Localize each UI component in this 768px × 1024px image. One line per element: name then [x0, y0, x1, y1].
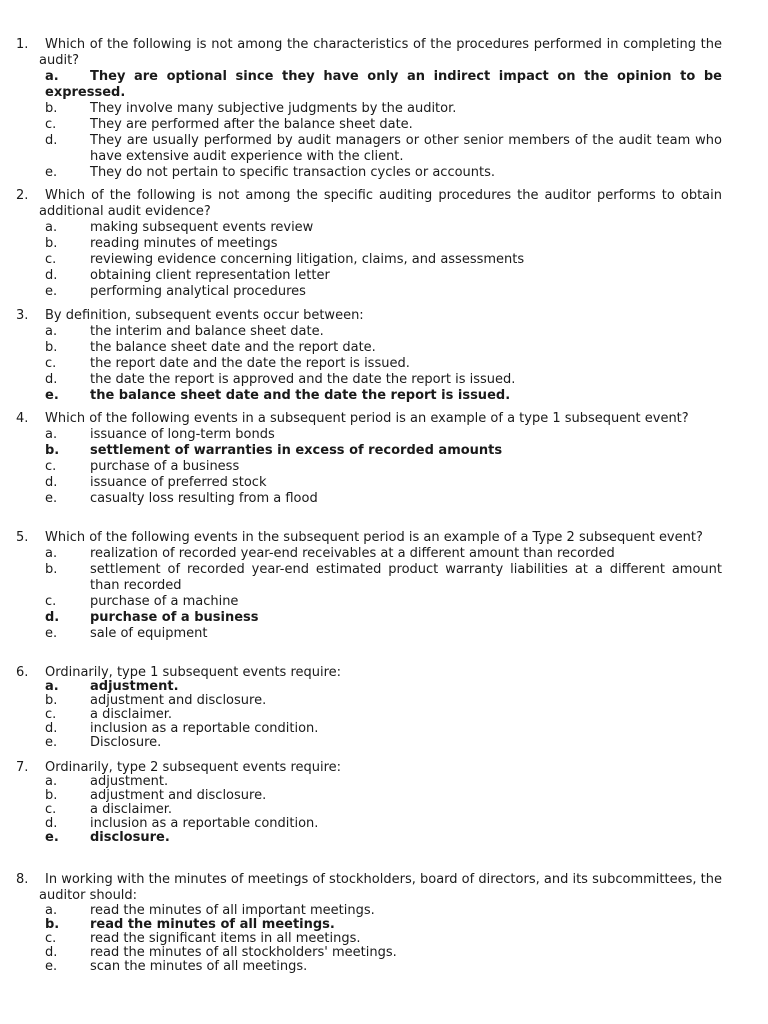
- question-3: [0, 308, 768, 404]
- option-a: [0, 546, 768, 562]
- option-text: read the minutes of all important meetings.: [90, 903, 375, 918]
- option-text: They do not pertain to specific transaction cycles or accounts.: [90, 165, 496, 180]
- option-text: issuance of preferred stock: [90, 475, 267, 490]
- option-c: [0, 459, 768, 475]
- option-text: purchase of a business: [90, 610, 259, 625]
- option-text: obtaining client representation letter: [90, 268, 330, 283]
- question-stem: [0, 411, 768, 427]
- option-c: [0, 252, 768, 268]
- option-a: [0, 680, 768, 694]
- option-d: [0, 372, 768, 388]
- option-text: the report date and the date the report is issued.: [90, 356, 410, 371]
- option-letter: b.: [45, 236, 58, 251]
- option-text: sale of equipment: [90, 626, 208, 641]
- question-stem: [0, 530, 768, 546]
- question-text: Ordinarily, type 2 subsequent events require:: [45, 760, 342, 775]
- option-letter: c.: [45, 931, 57, 946]
- option-text: adjustment and disclosure.: [90, 693, 267, 708]
- question-2: [0, 188, 768, 300]
- question-stem: [0, 872, 768, 904]
- question-number: 1.: [16, 37, 29, 52]
- option-text: They are performed after the balance sheet date.: [90, 117, 413, 132]
- option-text: purchase of a machine: [90, 594, 239, 609]
- option-letter: b.: [45, 693, 58, 708]
- option-letter: a.: [45, 220, 58, 235]
- option-text: read the significant items in all meetings.: [90, 931, 361, 946]
- option-e: [0, 388, 768, 404]
- option-letter: d.: [45, 610, 60, 625]
- option-text: disclosure.: [90, 830, 170, 845]
- question-number: 7.: [16, 760, 29, 775]
- question-text: Which of the following events in a subsequent period is an example of a type 1 subsequent event?: [45, 411, 689, 426]
- question-stem: [0, 37, 768, 69]
- option-d: [0, 722, 768, 736]
- option-letter: a.: [45, 679, 59, 694]
- option-letter: c.: [45, 802, 57, 817]
- question-text: Which of the following events in the subsequent period is an example of a Type 2 subsequent event?: [45, 530, 703, 545]
- option-letter: c.: [45, 459, 57, 474]
- question-stem: [0, 666, 768, 680]
- option-letter: c.: [45, 707, 57, 722]
- option-text: making subsequent events review: [90, 220, 314, 235]
- option-letter: c.: [45, 356, 57, 371]
- question-number: 6.: [16, 665, 29, 680]
- option-letter: e.: [45, 735, 58, 750]
- option-d: [0, 268, 768, 284]
- option-b: [0, 562, 768, 594]
- option-text: read the minutes of all meetings.: [90, 917, 335, 932]
- option-text: settlement of recorded year-end estimated product warranty liabilities at a different amount than recorded: [90, 562, 722, 593]
- option-text: read the minutes of all stockholders' meetings.: [90, 945, 397, 960]
- option-e: [0, 165, 768, 181]
- option-b: [0, 236, 768, 252]
- option-e: [0, 736, 768, 750]
- option-a: [0, 904, 768, 918]
- option-text: inclusion as a reportable condition.: [90, 721, 319, 736]
- option-letter: c.: [45, 252, 57, 267]
- option-b: [0, 789, 768, 803]
- question-number: 2.: [16, 188, 29, 203]
- option-b: [0, 101, 768, 117]
- question-text: By definition, subsequent events occur between:: [45, 308, 364, 323]
- option-letter: d.: [45, 475, 58, 490]
- option-d: [0, 133, 768, 165]
- option-d: [0, 946, 768, 960]
- option-letter: b.: [45, 340, 58, 355]
- option-c: [0, 803, 768, 817]
- option-text: the balance sheet date and the date the report is issued.: [90, 388, 511, 403]
- question-stem: [0, 761, 768, 775]
- question-number: 8.: [16, 872, 29, 887]
- option-letter: a.: [45, 546, 58, 561]
- option-letter: e.: [45, 626, 58, 641]
- question-text: Which of the following is not among the specific auditing procedures the auditor performs to obtain additional audit evidence?: [39, 188, 722, 219]
- option-e: [0, 626, 768, 642]
- option-letter: e.: [45, 388, 59, 403]
- option-text: inclusion as a reportable condition.: [90, 816, 319, 831]
- option-letter: d.: [45, 133, 58, 148]
- question-4: [0, 411, 768, 507]
- option-letter: e.: [45, 284, 58, 299]
- question-5: [0, 530, 768, 642]
- option-letter: d.: [45, 721, 58, 736]
- option-text: They are optional since they have only an indirect impact on the opinion to be expressed.: [45, 69, 722, 100]
- option-text: purchase of a business: [90, 459, 240, 474]
- option-e: [0, 491, 768, 507]
- option-e: [0, 831, 768, 845]
- option-letter: a.: [45, 774, 58, 789]
- option-text: a disclaimer.: [90, 802, 173, 817]
- option-c: [0, 356, 768, 372]
- option-a: [0, 324, 768, 340]
- option-letter: a.: [45, 324, 58, 339]
- question-stem: [0, 308, 768, 324]
- option-e: [0, 960, 768, 974]
- option-a: [0, 775, 768, 789]
- option-b: [0, 443, 768, 459]
- option-d: [0, 475, 768, 491]
- option-e: [0, 284, 768, 300]
- question-1: [0, 37, 768, 181]
- option-b: [0, 918, 768, 932]
- option-text: issuance of long-term bonds: [90, 427, 275, 442]
- question-number: 5.: [16, 530, 29, 545]
- option-letter: e.: [45, 959, 58, 974]
- option-letter: e.: [45, 165, 58, 180]
- option-letter: b.: [45, 443, 60, 458]
- option-letter: b.: [45, 562, 58, 577]
- option-letter: d.: [45, 372, 58, 387]
- question-text: Which of the following is not among the characteristics of the procedures performed in completing the audit?: [39, 37, 722, 68]
- option-letter: e.: [45, 830, 59, 845]
- question-number: 3.: [16, 308, 29, 323]
- option-b: [0, 340, 768, 356]
- option-text: scan the minutes of all meetings.: [90, 959, 308, 974]
- option-c: [0, 708, 768, 722]
- question-number: 4.: [16, 411, 29, 426]
- option-letter: c.: [45, 117, 57, 132]
- option-text: adjustment.: [90, 774, 169, 789]
- question-stem: [0, 188, 768, 220]
- option-c: [0, 932, 768, 946]
- option-text: a disclaimer.: [90, 707, 173, 722]
- option-letter: b.: [45, 788, 58, 803]
- option-b: [0, 694, 768, 708]
- option-text: Disclosure.: [90, 735, 162, 750]
- option-a: [0, 69, 768, 101]
- option-letter: a.: [45, 69, 59, 84]
- option-text: the balance sheet date and the report date.: [90, 340, 376, 355]
- option-text: the date the report is approved and the date the report is issued.: [90, 372, 516, 387]
- question-text: Ordinarily, type 1 subsequent events require:: [45, 665, 342, 680]
- option-letter: d.: [45, 816, 58, 831]
- question-text: In working with the minutes of meetings of stockholders, board of directors, and its subcommittees, the auditor should:: [39, 872, 722, 903]
- option-text: reviewing evidence concerning litigation, claims, and assessments: [90, 252, 525, 267]
- question-6: [0, 666, 768, 750]
- option-text: the interim and balance sheet date.: [90, 324, 324, 339]
- option-a: [0, 427, 768, 443]
- question-7: [0, 761, 768, 845]
- option-text: adjustment.: [90, 679, 179, 694]
- option-d: [0, 610, 768, 626]
- option-letter: a.: [45, 903, 58, 918]
- option-letter: e.: [45, 491, 58, 506]
- option-text: casualty loss resulting from a flood: [90, 491, 318, 506]
- question-8: [0, 872, 768, 974]
- option-text: settlement of warranties in excess of recorded amounts: [90, 443, 503, 458]
- option-letter: a.: [45, 427, 58, 442]
- option-text: realization of recorded year-end receivables at a different amount than recorded: [90, 546, 615, 561]
- option-letter: b.: [45, 101, 58, 116]
- option-letter: d.: [45, 945, 58, 960]
- option-letter: c.: [45, 594, 57, 609]
- option-text: They involve many subjective judgments by the auditor.: [90, 101, 457, 116]
- option-text: adjustment and disclosure.: [90, 788, 267, 803]
- option-letter: b.: [45, 917, 60, 932]
- option-letter: d.: [45, 268, 58, 283]
- option-c: [0, 594, 768, 610]
- option-d: [0, 817, 768, 831]
- option-c: [0, 117, 768, 133]
- option-text: They are usually performed by audit managers or other senior members of the audit team who have extensive audit experience with the client.: [90, 133, 722, 164]
- option-a: [0, 220, 768, 236]
- option-text: performing analytical procedures: [90, 284, 306, 299]
- option-text: reading minutes of meetings: [90, 236, 278, 251]
